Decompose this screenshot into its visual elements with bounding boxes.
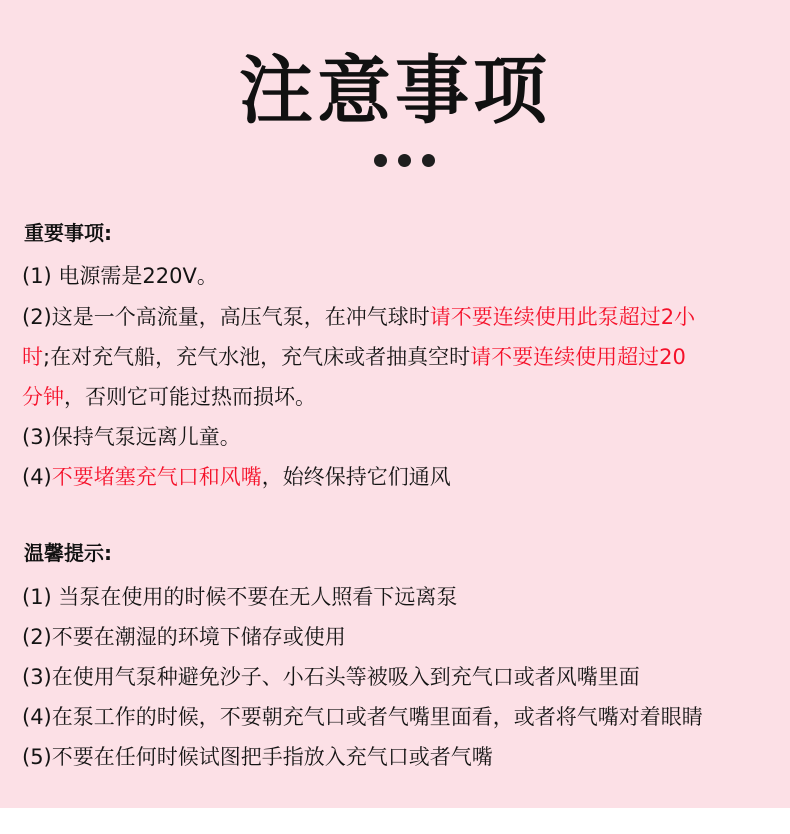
title-divider-dots [374,154,436,168]
warning-text: 时 [22,345,43,369]
note-text: ，始终保持它们通风 [261,465,451,489]
warning-text: 请不要连续使用此泵超过2小 [429,305,696,329]
tip-item: (1) 当泵在使用的时候不要在无人照看下远离泵 [22,585,458,609]
important-note-2-line [22,382,316,412]
warning-text: 请不要连续使用超过20 [470,345,686,369]
note-text: ;在对充气船，充气水池，充气床或者抽真空时 [43,345,471,369]
warning-text: 分钟 [22,385,64,409]
tip-item: (5)不要在任何时候试图把手指放入充气口或者气嘴 [22,745,493,769]
tips-heading: 温馨提示: [24,541,112,565]
important-note-4 [22,462,451,492]
tip-item: (2)不要在潮湿的环境下储存或使用 [22,625,346,649]
note-text: (2)这是一个高流量，高压气泵，在冲气球时 [22,305,430,329]
dot-icon [374,154,387,167]
note-text: ，否则它可能过热而损坏。 [64,385,316,409]
tip-item: (4)在泵工作的时候，不要朝充气口或者气嘴里面看，或者将气嘴对着眼睛 [22,705,703,729]
important-note-3: (3)保持气泵远离儿童。 [22,425,241,449]
dot-icon [422,154,435,167]
important-note-2-line [22,342,686,372]
note-text: (4) [22,465,52,489]
important-notes-heading: 重要事项: [24,221,112,245]
tip-item: (3)在使用气泵种避免沙子、小石头等被吸入到充气口或者风嘴里面 [22,665,640,689]
important-note-2-line [22,302,695,332]
important-note-1: (1) 电源需是220V。 [22,264,218,288]
page-title: 注意事项 [239,48,551,134]
warning-text: 不要堵塞充气口和风嘴 [51,465,262,489]
dot-icon [398,154,411,167]
